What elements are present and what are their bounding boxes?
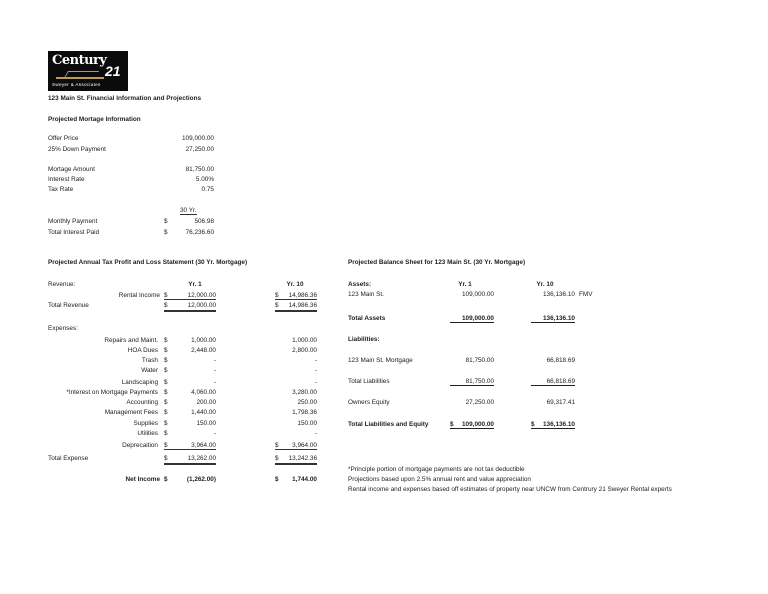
expense-yr1-value: 3,964.00 xyxy=(191,442,216,449)
currency-symbol: $ xyxy=(531,421,535,428)
expense-yr1: 150.00 xyxy=(196,420,216,427)
expense-currency: $ xyxy=(164,409,168,416)
expense-currency: $ xyxy=(164,379,168,386)
currency-symbol: $ xyxy=(450,421,454,428)
term-header: 30 Yr. xyxy=(180,207,197,214)
offer-price-label: Offer Price xyxy=(48,135,79,142)
logo-brand: Century xyxy=(52,53,107,68)
expense-yr10: 3,280.00 xyxy=(292,389,317,396)
expense-currency: $ xyxy=(164,357,168,364)
expense-label: Supplies xyxy=(133,420,158,427)
net-income-currency: $ xyxy=(164,476,168,483)
total-interest-label: Total Interest Paid xyxy=(48,229,100,236)
liabilities-label: Liabilities: xyxy=(348,336,380,343)
monthly-payment-value: 506.98 xyxy=(194,218,214,225)
rental-income-yr1 xyxy=(164,292,216,300)
net-income-yr1: (1,262.00) xyxy=(186,476,216,483)
expense-yr10: 2,800.00 xyxy=(292,347,317,354)
total-le-yr10 xyxy=(531,421,575,429)
mortgage-amount-label: Mortage Amount xyxy=(48,166,95,173)
total-revenue-yr1 xyxy=(164,302,216,312)
expense-yr10: - xyxy=(314,379,317,386)
expense-yr10: - xyxy=(314,367,317,374)
total-expense-label: Total Expense xyxy=(48,455,89,462)
rental-income-yr10-value: 14,986.36 xyxy=(288,292,317,299)
expense-currency: $ xyxy=(164,399,168,406)
expense-yr10: 250.00 xyxy=(297,399,317,406)
total-le-yr10-value: 136,136.10 xyxy=(543,421,575,428)
total-liabilities-yr1: 81,750.00 xyxy=(450,378,494,386)
tax-rate-label: Tax Rate xyxy=(48,186,74,193)
expense-yr10: - xyxy=(314,357,317,364)
currency-symbol: $ xyxy=(275,302,279,309)
net-income-label: Net Income xyxy=(125,476,160,483)
property-yr10: 136,136.10 xyxy=(543,291,575,298)
mortgage-liability-label: 123 Main St. Mortgage xyxy=(348,357,413,364)
expense-label: *Interest on Mortgage Payments xyxy=(66,389,158,396)
owners-equity-label: Owners Equity xyxy=(348,399,390,406)
expense-currency: $ xyxy=(164,337,168,344)
tax-rate-value: 0.75 xyxy=(201,186,214,193)
monthly-payment-label: Monthly Payment xyxy=(48,218,98,225)
revenue-label: Revenue: xyxy=(48,281,76,288)
rental-income-yr1-value: 12,000.00 xyxy=(187,292,216,299)
expense-yr1: 1,000.00 xyxy=(191,337,216,344)
monthly-payment-currency: $ xyxy=(164,218,168,225)
currency-symbol: $ xyxy=(164,302,168,309)
total-le-yr1 xyxy=(450,421,494,429)
expense-label: Utilities xyxy=(137,430,158,437)
expense-yr1: 1,440.00 xyxy=(191,409,216,416)
total-revenue-yr10 xyxy=(275,302,317,312)
currency-symbol: $ xyxy=(275,442,279,449)
mortgage-liability-yr1: 81,750.00 xyxy=(465,357,494,364)
century21-logo xyxy=(48,51,128,91)
expense-yr1: - xyxy=(213,367,216,374)
total-assets-yr10: 136,136.10 xyxy=(531,315,575,323)
total-expense-yr1-value: 13,262.00 xyxy=(187,455,216,462)
down-payment-label: 25% Down Payment xyxy=(48,146,106,153)
currency-symbol: $ xyxy=(275,455,279,462)
total-revenue-label: Total Revenue xyxy=(48,302,89,309)
property-yr1: 109,000.00 xyxy=(462,291,494,298)
rental-income-label: Rental Income xyxy=(118,292,160,299)
interest-rate-label: Interest Rate xyxy=(48,176,85,183)
expense-yr1: - xyxy=(213,357,216,364)
logo-number: 21 xyxy=(105,63,121,79)
assets-label: Assets: xyxy=(348,281,372,288)
currency-symbol: $ xyxy=(164,455,168,462)
currency-symbol: $ xyxy=(275,292,279,299)
total-interest-value: 76,236.60 xyxy=(185,229,214,236)
expense-yr10 xyxy=(275,442,317,450)
currency-symbol: $ xyxy=(164,292,168,299)
expense-yr10: 150.00 xyxy=(297,420,317,427)
total-le-label: Total Liabilities and Equity xyxy=(348,421,429,428)
expense-yr10: 1,798.36 xyxy=(292,409,317,416)
note-1: *Principle portion of mortgage payments are not tax deductible xyxy=(348,466,525,473)
expense-label: Trash xyxy=(141,357,158,364)
owners-equity-yr1: 27,250.00 xyxy=(465,399,494,406)
total-revenue-yr1-value: 12,000.00 xyxy=(187,302,216,309)
total-liabilities-label: Total Liabilities xyxy=(348,378,390,385)
expense-label: Landscaping xyxy=(121,379,158,386)
expense-label: Deprecaition xyxy=(122,442,158,449)
mortgage-heading: Projected Mortage Information xyxy=(48,116,141,123)
owners-equity-yr10: 69,317.41 xyxy=(546,399,575,406)
total-interest-currency: $ xyxy=(164,229,168,236)
expenses-label: Expenses: xyxy=(48,325,78,332)
expense-label: Repairs and Maint. xyxy=(104,337,158,344)
fmv-label: FMV xyxy=(579,291,593,298)
total-revenue-yr10-value: 14,986.36 xyxy=(288,302,317,309)
offer-price-value: 109,000.00 xyxy=(182,135,214,142)
expense-currency: $ xyxy=(164,389,168,396)
mortgage-liability-yr10: 66,818.69 xyxy=(546,357,575,364)
expense-yr1: 200.00 xyxy=(196,399,216,406)
total-assets-label: Total Assets xyxy=(348,315,386,322)
expense-currency: $ xyxy=(164,430,168,437)
expense-currency: $ xyxy=(164,347,168,354)
total-liabilities-yr10: 66,818.69 xyxy=(531,378,575,386)
note-2: Projections based upon 2.5% annual rent and value appreciation xyxy=(348,476,531,483)
total-expense-yr10 xyxy=(275,455,317,465)
pnl-heading: Projected Annual Tax Profit and Loss Statement (30 Yr. Mortgage) xyxy=(48,259,248,266)
expense-yr10: 1,000.00 xyxy=(292,337,317,344)
logo-line xyxy=(56,77,104,79)
total-le-yr1-value: 109,000.00 xyxy=(462,421,494,428)
expense-label: Accounting xyxy=(126,399,158,406)
total-expense-yr1 xyxy=(164,455,216,465)
expense-yr1 xyxy=(164,442,216,450)
pnl-col-yr1: Yr. 1 xyxy=(188,281,202,288)
net-income-yr10-currency: $ xyxy=(275,476,279,483)
expense-yr1: 4,060.00 xyxy=(191,389,216,396)
expense-yr10: - xyxy=(314,430,317,437)
expense-currency: $ xyxy=(164,367,168,374)
mortgage-amount-value: 81,750.00 xyxy=(185,166,214,173)
logo-subtitle: Sweyer & Associates xyxy=(52,82,101,87)
page-title: 123 Main St. Financial Information and Projections xyxy=(48,95,202,102)
expense-yr10-value: 3,964.00 xyxy=(292,442,317,449)
balance-heading: Projected Balance Sheet for 123 Main St. (30 Yr. Mortgage) xyxy=(348,259,526,266)
interest-rate-value: 5.00% xyxy=(195,176,214,183)
expense-label: HOA Dues xyxy=(127,347,158,354)
down-payment-value: 27,250.00 xyxy=(185,146,214,153)
currency-symbol: $ xyxy=(164,442,168,449)
expense-yr1: - xyxy=(213,379,216,386)
expense-label: Water xyxy=(141,367,158,374)
expense-yr1: 2,448.00 xyxy=(191,347,216,354)
total-expense-yr10-value: 13,242.36 xyxy=(288,455,317,462)
note-3: Rental income and expenses based off estimates of property near UNCW from Centrury 21 Sweyer Rental experts xyxy=(348,486,672,493)
total-assets-yr1: 109,000.00 xyxy=(450,315,494,323)
expense-yr1: - xyxy=(213,430,216,437)
rental-income-yr10 xyxy=(275,292,317,300)
expense-label: Management Fees xyxy=(104,409,158,416)
net-income-yr10: 1,744.00 xyxy=(292,476,317,483)
pnl-col-yr10: Yr. 10 xyxy=(286,281,304,288)
balance-col-yr10: Yr. 10 xyxy=(536,281,554,288)
expense-currency: $ xyxy=(164,420,168,427)
property-label: 123 Main St. xyxy=(348,291,384,298)
balance-col-yr1: Yr. 1 xyxy=(458,281,472,288)
